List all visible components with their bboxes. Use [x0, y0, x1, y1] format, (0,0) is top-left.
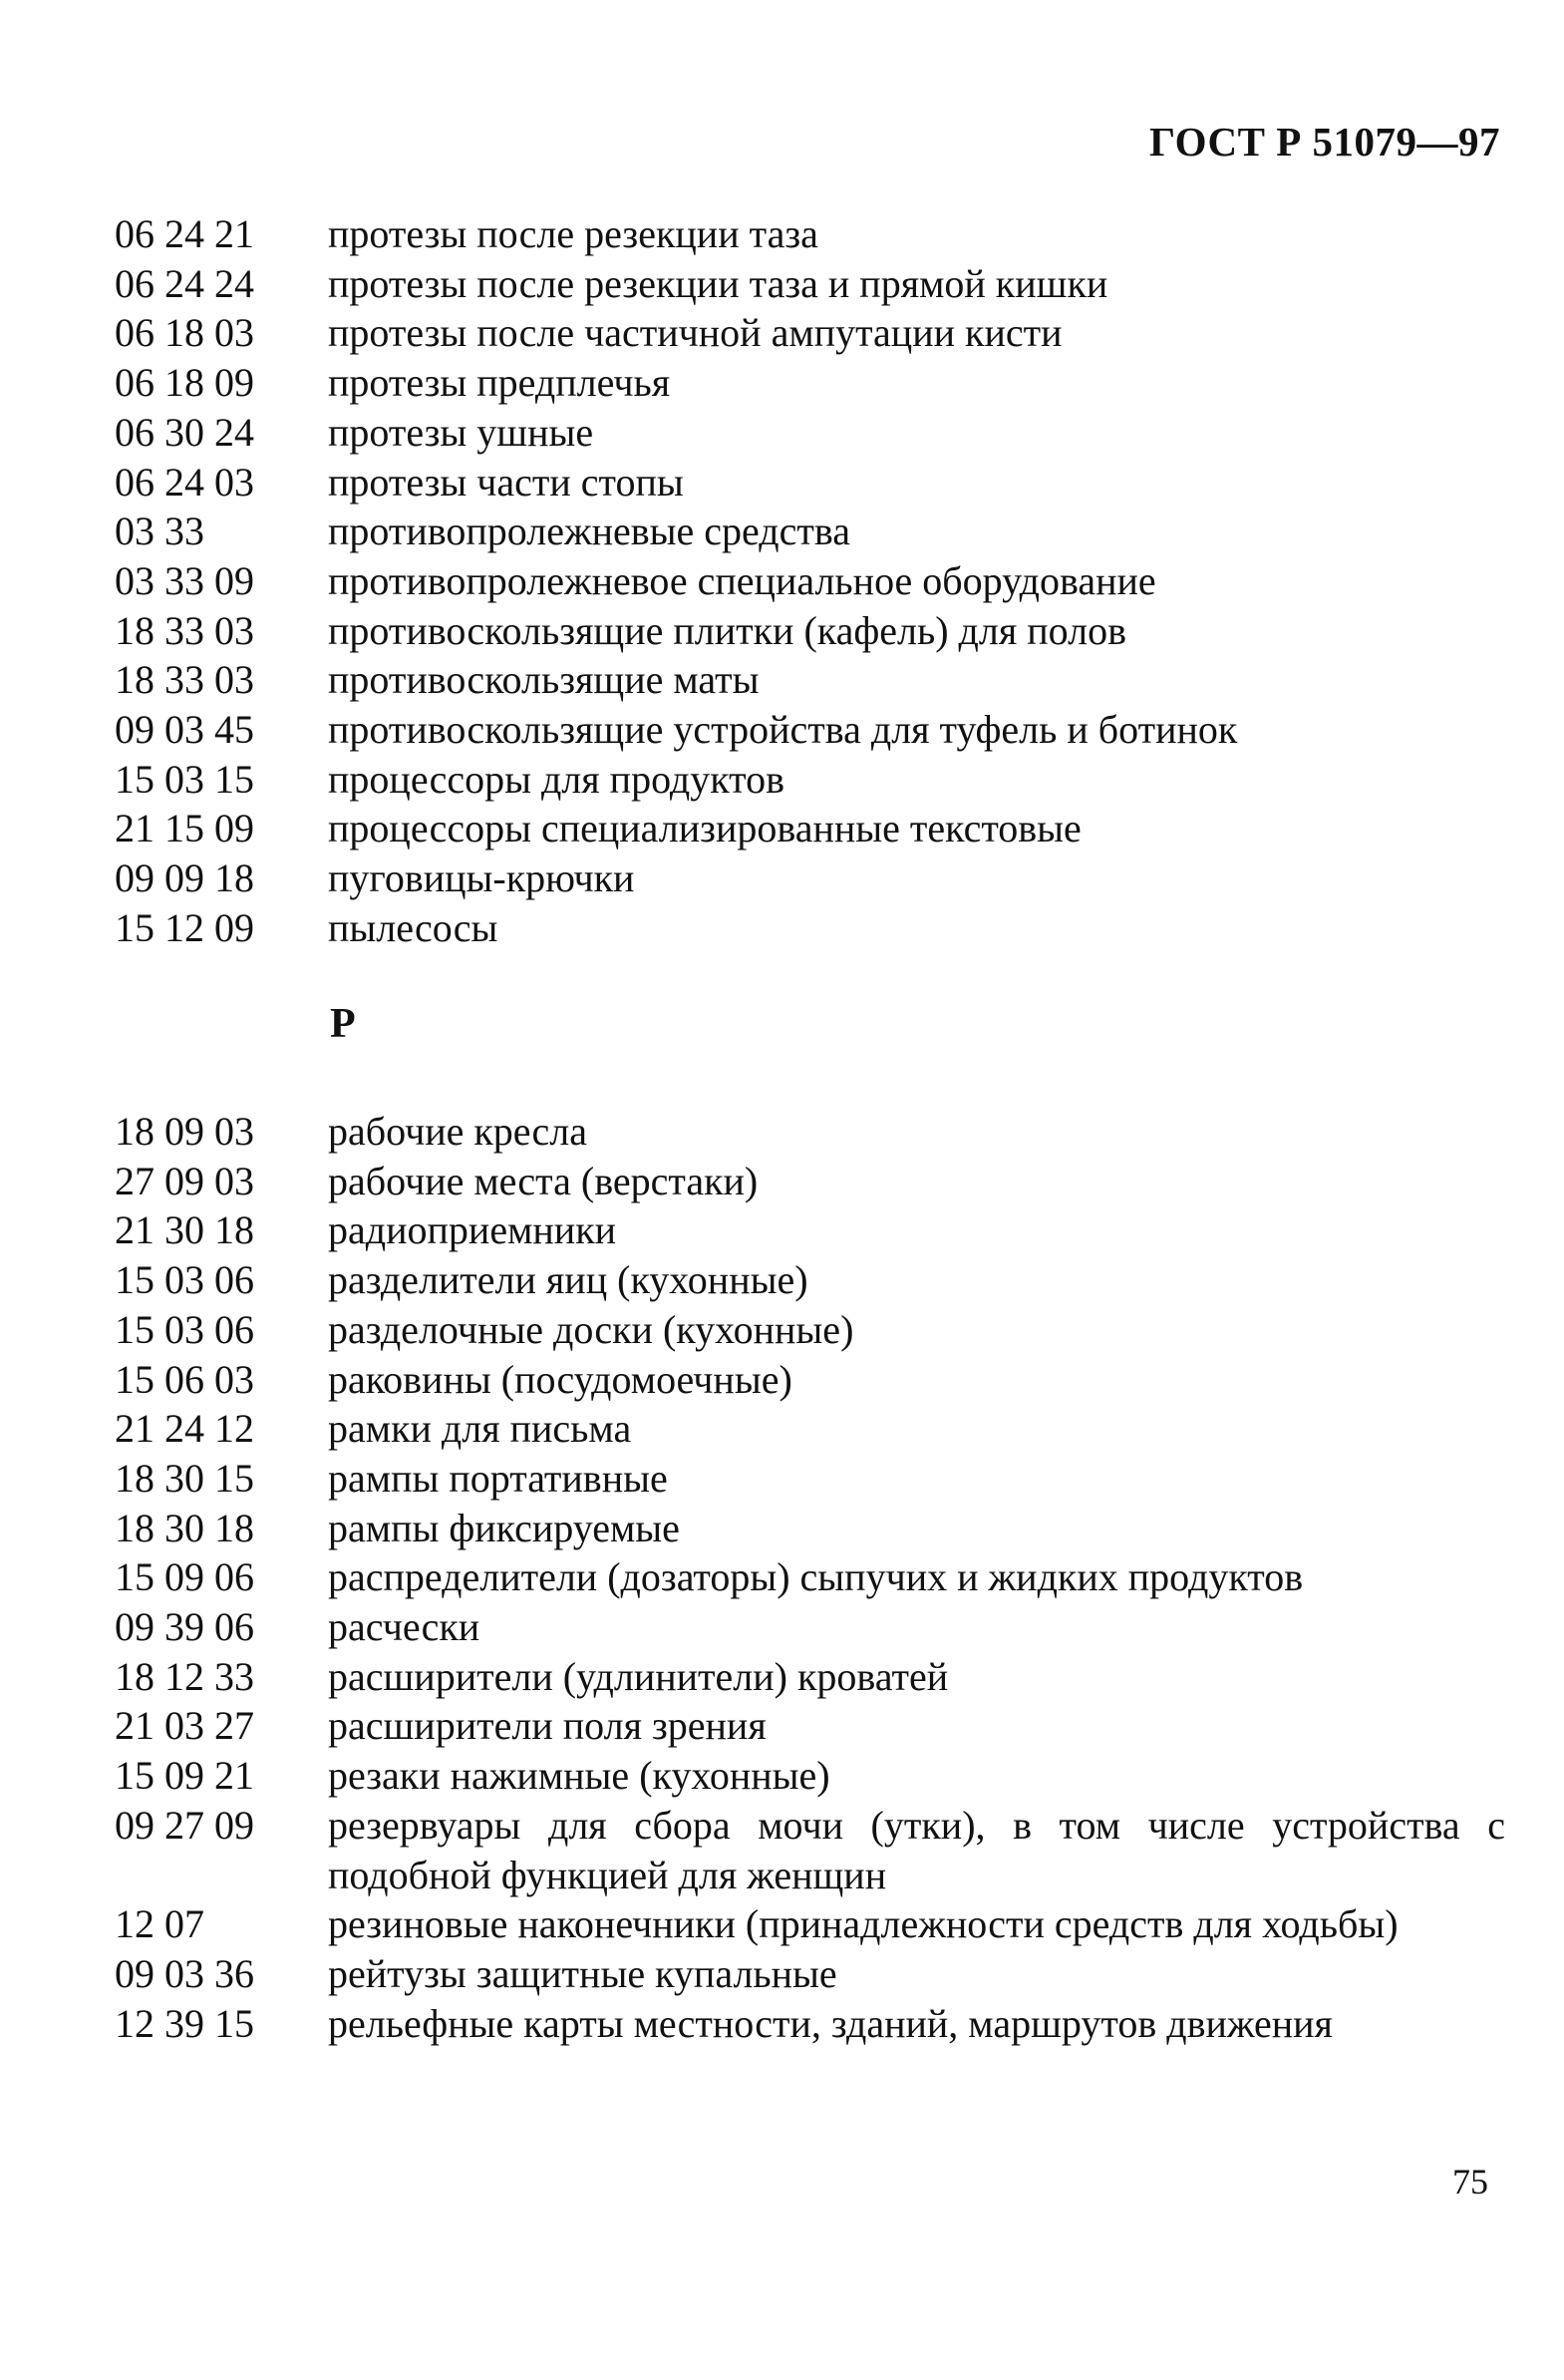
- entry-row: [115, 655, 1505, 705]
- entry-code: 21 03 27: [115, 1703, 254, 1749]
- entry-row: [115, 1355, 1505, 1405]
- entry-term: резаки нажимные (кухонные): [328, 1753, 830, 1799]
- entry-row: [115, 1107, 1505, 1157]
- entry-code: 06 30 24: [115, 409, 254, 455]
- entry-term: рабочие места (верстаки): [328, 1158, 759, 1203]
- entry-term: раковины (посудомоечные): [328, 1356, 792, 1402]
- entry-code: 21 30 18: [115, 1207, 254, 1253]
- entry-row: [115, 853, 1505, 903]
- entry-row: [115, 1652, 1505, 1702]
- entry-row: [115, 507, 1505, 556]
- entry-code: 21 24 12: [115, 1406, 254, 1452]
- entry-code: 27 09 03: [115, 1158, 254, 1203]
- entry-term: резиновые наконечники (принадлежности средств для ходьбы): [328, 1901, 1399, 1947]
- entry-row: [115, 1305, 1505, 1355]
- entry-term: расчески: [328, 1604, 480, 1650]
- entry-term: протезы после резекции таза и прямой кишки: [328, 260, 1108, 306]
- entry-row: [115, 1602, 1505, 1652]
- entry-row: [115, 1949, 1505, 1999]
- entry-code: 18 33 03: [115, 657, 254, 703]
- entry-row: [115, 1552, 1505, 1602]
- entry-row: [115, 556, 1505, 606]
- entry-term: протезы предплечья: [328, 360, 671, 406]
- entry-code: 06 24 03: [115, 459, 254, 505]
- entry-row: [115, 1454, 1505, 1504]
- entry-code: 18 30 15: [115, 1455, 254, 1501]
- entry-code: 15 03 15: [115, 756, 254, 802]
- entry-row: [115, 903, 1505, 953]
- entry-term: расширители (удлинители) кроватей: [328, 1653, 949, 1699]
- entry-code: 06 18 09: [115, 360, 254, 406]
- entry-row: [115, 308, 1505, 358]
- entry-code: 09 27 09: [115, 1802, 254, 1848]
- entry-row: [115, 259, 1505, 309]
- entry-code: 06 18 03: [115, 310, 254, 356]
- entry-term: протезы после резекции таза: [328, 211, 818, 256]
- entry-row: [115, 1504, 1505, 1553]
- entry-code: 18 09 03: [115, 1109, 254, 1154]
- entry-term: разделители яиц (кухонные): [328, 1257, 808, 1303]
- entry-code: 15 09 21: [115, 1753, 254, 1799]
- document-header: ГОСТ Р 51079—97: [1149, 119, 1500, 165]
- entry-row: [115, 1205, 1505, 1255]
- entry-term: противопролежневое специальное оборудование: [328, 557, 1156, 603]
- entry-code: 18 33 03: [115, 607, 254, 653]
- entry-term: процессоры специализированные текстовые: [328, 806, 1082, 851]
- entry-row: [115, 1999, 1505, 2049]
- entry-code: 12 07: [115, 1901, 204, 1947]
- entry-code: 18 12 33: [115, 1653, 254, 1699]
- entry-term: протезы ушные: [328, 409, 594, 455]
- entry-term: радиоприемники: [328, 1207, 617, 1253]
- entry-list-top: [115, 209, 1505, 953]
- entry-code: 18 30 18: [115, 1505, 254, 1550]
- entry-code: 09 09 18: [115, 855, 254, 901]
- entry-term: рампы фиксируемые: [328, 1505, 680, 1550]
- entry-term: противоскользящие устройства для туфель и ботинок: [328, 707, 1238, 753]
- entry-code: 09 39 06: [115, 1604, 254, 1650]
- entry-row: [115, 804, 1505, 853]
- entry-code: 09 03 36: [115, 1950, 254, 1996]
- entry-code: 03 33: [115, 509, 204, 554]
- entry-term: процессоры для продуктов: [328, 756, 785, 802]
- entry-code: 09 03 45: [115, 707, 254, 753]
- entry-code: 15 03 06: [115, 1257, 254, 1303]
- entry-code: 06 24 21: [115, 211, 254, 256]
- entry-row: [115, 1701, 1505, 1751]
- page-number: 75: [1452, 2162, 1488, 2202]
- entry-term: пуговицы-крючки: [328, 855, 635, 901]
- entry-term: протезы части стопы: [328, 459, 684, 505]
- entry-row: [115, 755, 1505, 805]
- entry-term: пылесосы: [328, 904, 498, 950]
- entry-code: 15 09 06: [115, 1554, 254, 1600]
- entry-row: [115, 458, 1505, 508]
- entry-term: рельефные карты местности, зданий, маршрутов движения: [328, 2000, 1333, 2046]
- entry-list-bottom: [115, 1107, 1505, 2048]
- entry-row: [115, 1157, 1505, 1206]
- entry-code: 12 39 15: [115, 2000, 254, 2046]
- entry-row: [115, 1899, 1505, 1949]
- section-letter: Р: [330, 1001, 356, 1047]
- entry-term: противоскользящие плитки (кафель) для полов: [328, 607, 1126, 653]
- entry-code: 15 03 06: [115, 1306, 254, 1352]
- entry-term: рейтузы защитные купальные: [328, 1950, 837, 1996]
- entry-row: [115, 1404, 1505, 1454]
- entry-row: [115, 408, 1505, 458]
- entry-row: [115, 1751, 1505, 1801]
- entry-row: [115, 1801, 1505, 1899]
- entry-row: [115, 606, 1505, 656]
- entry-row: [115, 705, 1505, 755]
- entry-term: рампы портативные: [328, 1455, 668, 1501]
- entry-term: рамки для письма: [328, 1406, 632, 1452]
- entry-row: [115, 209, 1505, 259]
- entry-code: 21 15 09: [115, 806, 254, 851]
- entry-term: рабочие кресла: [328, 1109, 587, 1154]
- entry-term: противоскользящие маты: [328, 657, 760, 703]
- entry-code: 15 06 03: [115, 1356, 254, 1402]
- entry-term: противопролежневые средства: [328, 509, 850, 554]
- entry-term: распределители (дозаторы) сыпучих и жидких продуктов: [328, 1554, 1304, 1600]
- entry-row: [115, 1255, 1505, 1305]
- entry-code: 03 33 09: [115, 557, 254, 603]
- entry-term: протезы после частичной ампутации кисти: [328, 310, 1063, 356]
- entry-term: разделочные доски (кухонные): [328, 1306, 854, 1352]
- entry-term: резервуары для сбора мочи (утки), в том числе устройства с подобной функцией для женщин: [328, 1802, 1505, 1897]
- entry-code: 15 12 09: [115, 904, 254, 950]
- entry-code: 06 24 24: [115, 260, 254, 306]
- entry-term: расширители поля зрения: [328, 1703, 767, 1749]
- entry-row: [115, 358, 1505, 408]
